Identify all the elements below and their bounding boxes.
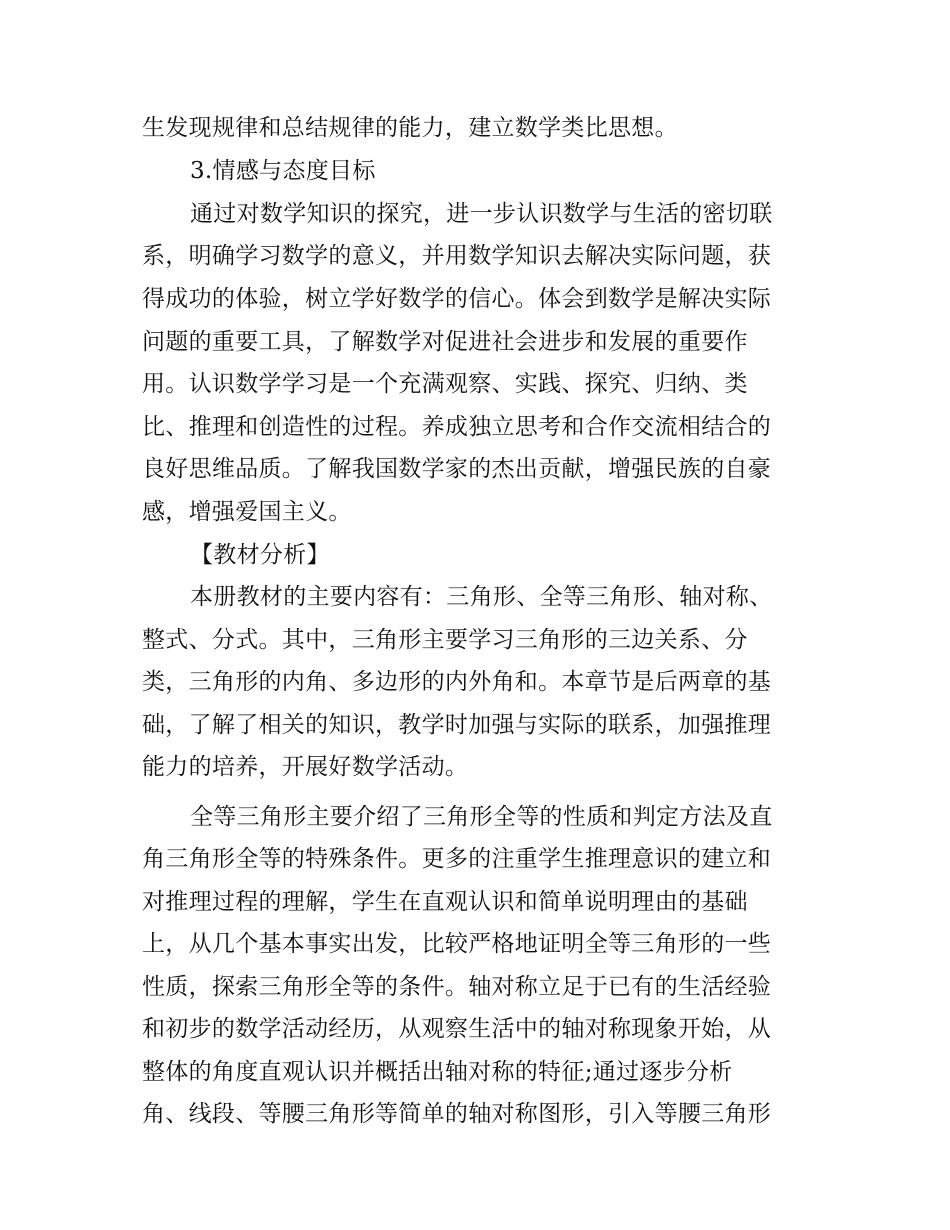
paragraph-line: 础，了解了相关的知识，教学时加强与实际的联系，加强推理 bbox=[142, 712, 772, 738]
paragraph-line: 问题的重要工具，了解数学对促进社会进步和发展的重要作 bbox=[142, 329, 748, 355]
paragraph-line: 上，从几个基本事实出发，比较严格地证明全等三角形的一些 bbox=[142, 931, 772, 957]
paragraph-line: 生发现规律和总结规律的能力，建立数学类比思想。 bbox=[142, 115, 678, 141]
paragraph-line: 类，三角形的内角、多边形的内外角和。本章节是后两章的基 bbox=[142, 669, 772, 695]
paragraph-line: 得成功的体验，树立学好数学的信心。体会到数学是解决实际 bbox=[142, 286, 772, 312]
section-heading: 【教材分析】 bbox=[190, 542, 330, 568]
section-heading: 3.情感与态度目标 bbox=[190, 158, 376, 184]
paragraph-line: 角、线段、等腰三角形等简单的轴对称图形，引入等腰三角形 bbox=[142, 1101, 772, 1127]
paragraph-line: 通过对数学知识的探究，进一步认识数学与生活的密切联 bbox=[190, 201, 773, 227]
paragraph-line: 和初步的数学活动经历，从观察生活中的轴对称现象开始，从 bbox=[142, 1016, 772, 1042]
paragraph-line: 能力的培养，开展好数学活动。 bbox=[142, 754, 469, 780]
paragraph-line: 全等三角形主要介绍了三角形全等的性质和判定方法及直 bbox=[190, 804, 773, 830]
paragraph-line: 角三角形全等的特殊条件。更多的注重学生推理意识的建立和 bbox=[142, 846, 772, 872]
paragraph-line: 系，明确学习数学的意义，并用数学知识去解决实际问题，获 bbox=[142, 243, 772, 269]
paragraph-line: 用。认识数学学习是一个充满观察、实践、探究、归纳、类 bbox=[142, 371, 748, 397]
paragraph-line: 整体的角度直观认识并概括出轴对称的特征;通过逐步分析 bbox=[142, 1059, 733, 1085]
paragraph-line: 良好思维品质。了解我国数学家的杰出贡献，增强民族的自豪 bbox=[142, 456, 772, 482]
paragraph-line: 本册教材的主要内容有：三角形、全等三角形、轴对称、 bbox=[190, 584, 773, 610]
paragraph-line: 感，增强爱国主义。 bbox=[142, 499, 352, 525]
paragraph-line: 整式、分式。其中，三角形主要学习三角形的三边关系、分 bbox=[142, 627, 748, 653]
paragraph-line: 对推理过程的理解，学生在直观认识和简单说明理由的基础 bbox=[142, 889, 748, 915]
paragraph-line: 性质，探索三角形全等的条件。轴对称立足于已有的生活经验 bbox=[142, 974, 772, 1000]
paragraph-line: 比、推理和创造性的过程。养成独立思考和合作交流相结合的 bbox=[142, 414, 772, 440]
